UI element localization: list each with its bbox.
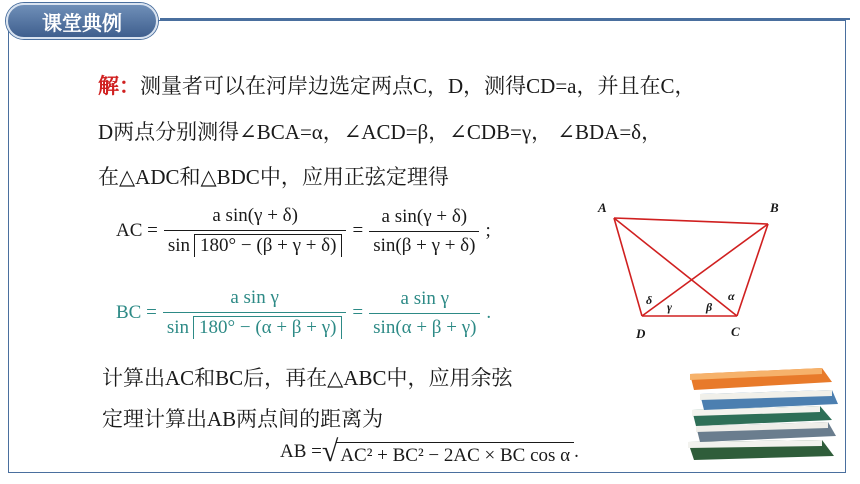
eq-ac-end: ; <box>485 220 491 241</box>
label-d: D <box>636 326 646 341</box>
eq-ac-num-2: a sin(γ + δ) <box>381 205 468 227</box>
eq-bc-fraction-2 <box>369 288 480 339</box>
sqrt-sign-icon: √ <box>321 435 339 468</box>
eq-ac-den-2: sin(β + γ + δ) <box>369 231 479 257</box>
line-ac <box>614 218 737 316</box>
section-badge: 课堂典例 <box>6 3 158 39</box>
equation-bc <box>116 287 491 339</box>
intro-line-3: 在△ADC和△BDC中，应用正弦定理得 <box>98 165 449 189</box>
eq-ac-den-1-sin: sin <box>167 235 191 256</box>
eq-bc-den-1-sin: sin <box>166 317 189 338</box>
eq-ac-den-1-bracket: 180° − (β + γ + δ) <box>194 234 342 257</box>
eq-bc-num-2: a sin γ <box>400 287 450 309</box>
diagram-lines <box>614 218 768 316</box>
eq-bc-end: . <box>486 302 492 323</box>
eq-bc-num-1: a sin γ <box>230 287 279 308</box>
eq-bc-lhs: BC = <box>116 302 157 323</box>
triangle-diagram <box>594 196 794 342</box>
label-alpha: α <box>728 289 735 303</box>
eq-ac-equals: = <box>352 220 364 241</box>
eq-ab-radicand: AC² + BC² − 2AC × BC cos α <box>336 442 574 467</box>
line-db <box>642 224 768 316</box>
label-b: B <box>770 200 779 215</box>
eq-bc-den-1-bracket: 180° − (α + β + γ) <box>193 316 342 339</box>
line-ab <box>614 218 768 224</box>
eq-bc-fraction-1 <box>163 287 347 339</box>
equation-ab <box>280 437 579 467</box>
intro-line-1 <box>98 72 696 100</box>
label-gamma: γ <box>667 300 672 314</box>
solution-label: 解： <box>98 74 140 98</box>
line-bc <box>737 224 768 316</box>
eq-ab-lhs: AB = <box>280 441 322 462</box>
book-stack <box>688 368 838 460</box>
eq-ac-den-1 <box>164 230 347 257</box>
equation-ac <box>116 205 491 257</box>
conclusion-line-2: 定理计算出AB两点间的距离为 <box>102 407 384 431</box>
books-icon <box>682 360 842 464</box>
conclusion-line-1: 计算出AC和BC后，再在△ABC中，应用余弦 <box>102 366 513 390</box>
intro-line-2: D两点分别测得∠BCA=α，∠ACD=β，∠CDB=γ， ∠BDA=δ， <box>98 120 663 144</box>
label-a: A <box>598 200 607 215</box>
line-ad <box>614 218 642 316</box>
eq-ac-fraction-2 <box>369 206 479 257</box>
eq-ab-sqrt <box>322 437 574 467</box>
eq-ac-fraction-1 <box>164 205 347 257</box>
label-c: C <box>731 324 740 339</box>
eq-ac-num-1: a sin(γ + δ) <box>212 205 298 226</box>
eq-ab-end: . <box>574 441 579 462</box>
eq-bc-den-1 <box>163 312 347 339</box>
intro-text-1: 测量者可以在河岸边选定两点C，D，测得CD=a，并且在C， <box>140 74 696 98</box>
label-beta: β <box>706 300 713 314</box>
eq-ac-lhs: AC = <box>116 220 158 241</box>
label-delta: δ <box>646 293 653 307</box>
eq-bc-equals: = <box>352 302 364 323</box>
eq-bc-den-2: sin(α + β + γ) <box>369 313 480 339</box>
